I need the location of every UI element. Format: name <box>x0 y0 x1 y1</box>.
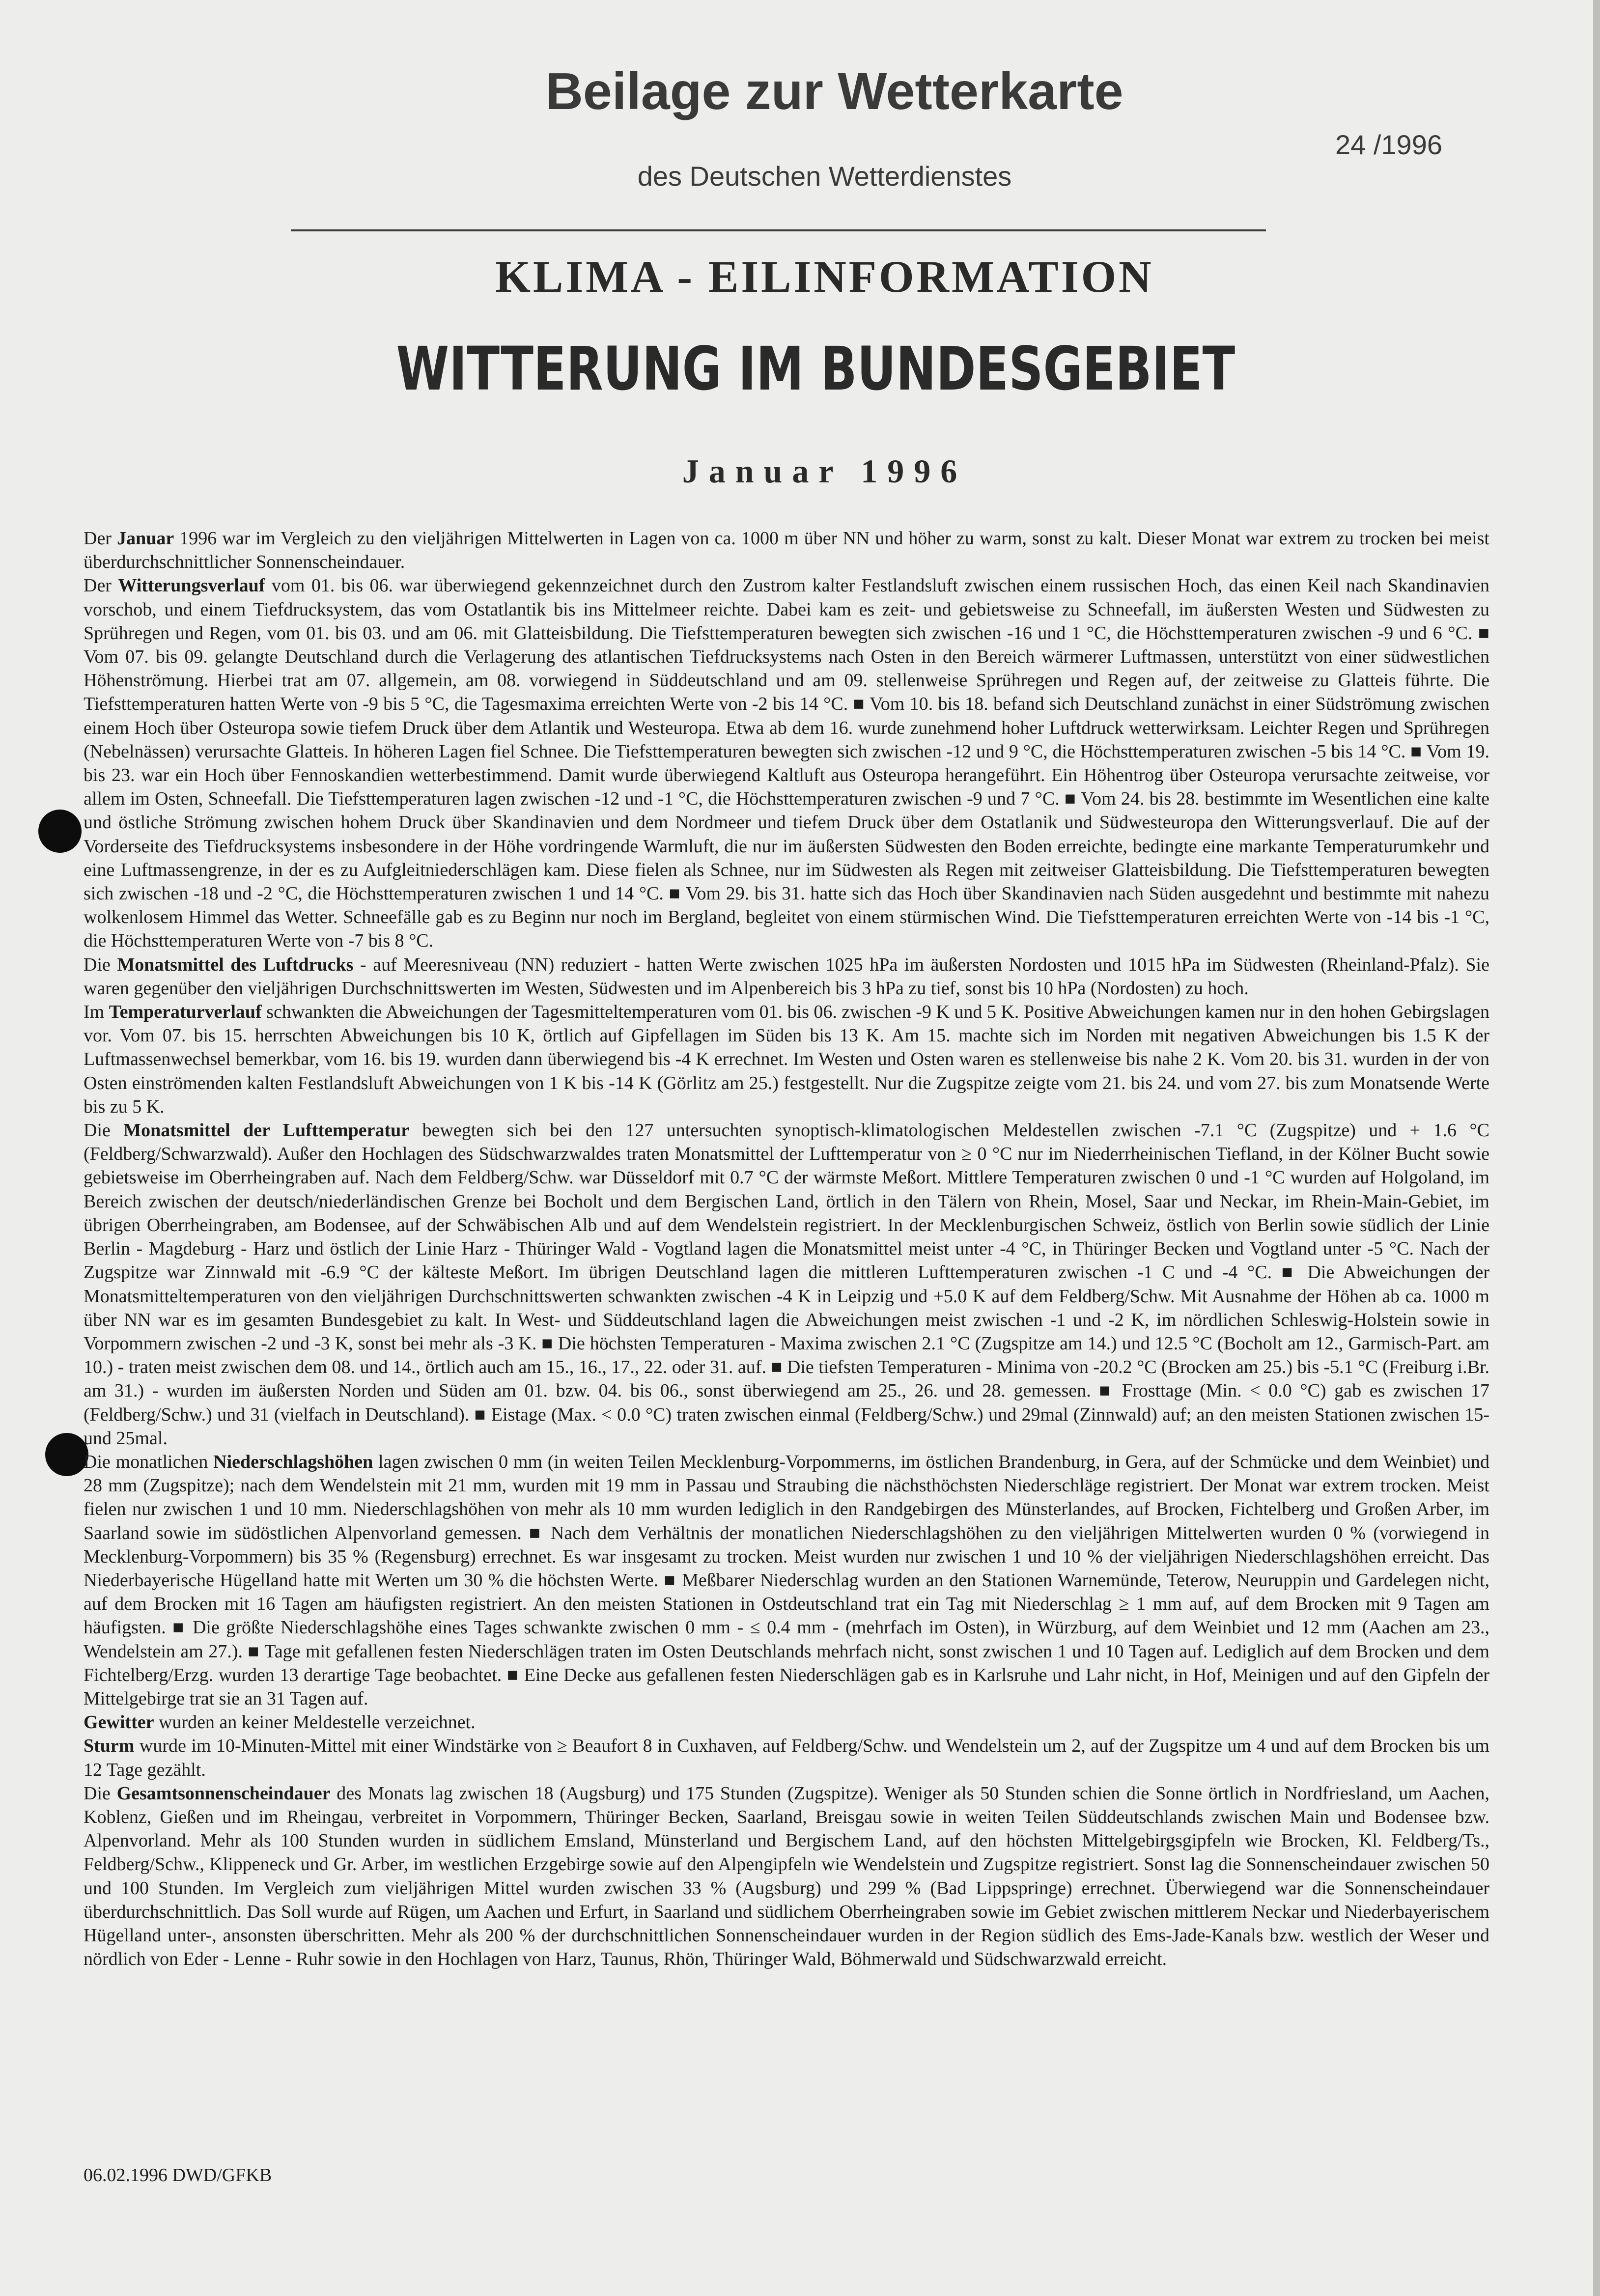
paragraph-keyword: Gesamtsonnenscheindauer <box>116 1783 331 1804</box>
footer-date-source: 06.02.1996 DWD/GFKB <box>84 2165 272 2185</box>
witterung-heading: WITTERUNG IM BUNDESGEBIET <box>396 334 1235 404</box>
paragraph-air-temperature <box>84 1119 1489 1450</box>
report-body <box>84 527 1489 1971</box>
paragraph-text: 1996 war im Vergleich zu den vieljährigen Mittelwerten in Lagen von ca. 1000 m über NN und höher zu warm, sonst zu kalt. Dieser Monat war extrem zu trocken bei meist überdurchschnittlicher Sonnenscheindauer. <box>84 528 1489 573</box>
paragraph-lead: Der <box>84 575 118 596</box>
paragraph-keyword: Niederschlagshöhen <box>213 1451 373 1472</box>
paragraph-keyword: Januar <box>117 528 174 549</box>
supplement-title: Beilage zur Wetterkarte <box>545 62 1123 120</box>
paragraph-text: bewegten sich bei den 127 untersuchten synoptisch-klimatologischen Meldestellen zwischen -7.1 °C (Zugspitze) und + 1.6 °C (Feldberg/Schwarzwald). Außer den Hochlagen des Südschwarzwaldes traten Monatsmittel der Lufttemperatur von ≥ 0 °C nur im Niederrheinischen Tiefland, in der Kölner Bucht sowie gebietsweise im Oberrheingraben auf. Nach dem Feldberg/Schw. war Düsseldorf mit 0.7 °C der wärmste Meßort. Mittlere Temperaturen zwischen 0 und -1 °C wurden auf Holgoland, im Bereich zwischen der deutsch/niederländischen Grenze bei Bocholt und dem Bergischen Land, örtlich in den Tälern von Rhein, Mosel, Saar und Neckar, im Rhein-Main-Gebiet, im übrigen Oberrheingraben, am Bodensee, auf der Schwäbischen Alb und auf dem Wendelstein registriert. In der Mecklenburgischen Schweiz, östlich von Berlin sowie südlich der Linie Berlin - Magdeburg - Harz und östlich der Linie Harz - Thüringer Wald - Vogtland lagen die Monatsmittel meist unter -4 °C, in Thüringer Becken und Vogtland unter -5 °C. Nach der Zugspitze war Zinnwald mit -6.9 °C der kälteste Meßort. Im übrigen Deutschland lagen die mittleren Lufttemperaturen zwischen -1 C und -4 °C. ■ Die Abweichungen der Monatsmitteltemperaturen von den vieljährigen Durchschnittswerten schwankten zwischen -4 K in Leipzig und +5.0 K auf dem Feldberg/Schw. Mit Ausnahme der Höhen ab ca. 1000 m über NN war es im gesamten Bundesgebiet zu kalt. In West- und Süddeutschland lagen die Abweichungen meist zwischen -1 und -2 K, im nördlichen Schleswig-Holstein sowie in Vorpommern zwischen -2 und -3 K, sonst bei mehr als -3 K. ■ Die höchsten Temperaturen - Maxima zwischen 2.1 °C (Zugspitze am 14.) und 12.5 °C (Bocholt am 12., Garmisch-Part. am 10.) - traten meist zwischen dem 08. und 14., örtlich auch am 15., 16., 17., 22. oder 31. auf. ■ Die tiefsten Temperaturen - Minima von -20.2 °C (Brocken am 25.) bis -5.1 °C (Freiburg i.Br. am 31.) - wurden im äußersten Norden und Süden am 01. bzw. 04. bis 06., sonst überwiegend am 25., 26. und 28. gemessen. ■ Frosttage (Min. < 0.0 °C) gab es zwischen 17 (Feldberg/Schw.) und 31 (vielfach in Deutschland). ■ Eistage (Max. < 0.0 °C) traten zwischen einmal (Feldberg/Schw.) und 29mal (Zinnwald) auf; an den meisten Stationen zwischen 15- und 25mal. <box>84 1120 1489 1449</box>
publisher-subtitle: des Deutschen Wetterdienstes <box>637 161 1012 192</box>
paragraph-overview <box>84 527 1489 574</box>
paragraph-weather-course <box>84 574 1489 952</box>
paragraph-precipitation <box>84 1450 1489 1710</box>
header-divider <box>291 229 1266 231</box>
paragraph-sunshine <box>84 1782 1489 1971</box>
paragraph-text: vom 01. bis 06. war überwiegend gekennzeichnet durch den Zustrom kalter Festlandsluft zwischen einem russischen Hoch, das einen Keil nach Skandinavien vorschob, und einem Tiefdrucksystem, das vom Ostatlantik bis ins Mittelmeer reichte. Dabei kam es zeit- und gebietsweise zu Schneefall, im äußersten Westen und Südwesten zu Sprühregen und Regen, vom 01. bis 03. und am 06. mit Glatteisbildung. Die Tiefsttemperaturen bewegten sich zwischen -16 und 1 °C, die Höchsttemperaturen zwischen -9 und 6 °C. ■ Vom 07. bis 09. gelangte Deutschland durch die Verlagerung des atlantischen Tiefdrucksystems nach Osten in den Bereich wärmerer Luftmassen, unterstützt von einer südwestlichen Höhenströmung. Hierbei trat am 07. allgemein, am 08. vorwiegend in Süddeutschland und am 09. stellenweise Sprühregen und Regen auf, der zeitweise zu Glatteis führte. Die Tiefsttemperaturen hatten Werte von -9 bis 5 °C, die Tagesmaxima erreichten Werte von -2 bis 14 °C. ■ Vom 10. bis 18. befand sich Deutschland zunächst in einer Südströmung zwischen einem Hoch über Osteuropa sowie tiefem Druck über dem Atlantik und Westeuropa. Etwa ab dem 16. wurde zunehmend hoher Luftdruck wetterwirksam. Leichter Regen und Sprühregen (Nebelnässen) verursachte Glatteis. In höheren Lagen fiel Schnee. Die Tiefsttemperaturen bewegten sich zwischen -12 und 9 °C, die Höchsttemperaturen zwischen -5 bis 14 °C. ■ Vom 19. bis 23. war ein Hoch über Fennoskandien wetterbestimmend. Damit wurde überwiegend Kaltluft aus Osteuropa herangeführt. Ein Höhentrog über Osteuropa verursachte zeitweise, vor allem im Osten, Schneefall. Die Tiefsttemperaturen lagen zwischen -12 und -1 °C, die Höchsttemperaturen zwischen -9 und 7 °C. ■ Vom 24. bis 28. bestimmte im Wesentlichen eine kalte und östliche Strömung zwischen hohem Druck über Skandinavien und dem Nordmeer und tiefem Druck über dem Ostatlanik und Südwesteuropa den Witterungsverlauf. Die auf der Vorderseite des Tiefdrucksystems insbesondere in der Höhe vordringende Warmluft, die nur im äußersten Südwesten den Boden erreichte, bedingte eine markante Temperaturumkehr und eine Luftmassengrenze, in der es zu Aufgleitniederschlägen kam. Diese fielen als Schnee, nur im Südwesten als Regen mit zeitweiser Glatteisbildung. Die Tiefsttemperaturen bewegten sich zwischen -18 und -2 °C, die Höchsttemperaturen zwischen 1 und 14 °C. ■ Vom 29. bis 31. hatte sich das Hoch über Skandinavien nach Süden ausgedehnt und bestimmte mit nahezu wolkenlosem Himmel das Wetter. Schneefälle gab es zu Beginn nur noch im Bergland, begleitet von einem stürmischen Wind. Die Tiefsttemperaturen erreichten Werte von -14 bis -1 °C, die Höchsttemperaturen Werte von -7 bis 8 °C. <box>84 575 1489 952</box>
paragraph-lead: Die <box>84 954 117 975</box>
klima-heading: KLIMA - EILINFORMATION <box>495 252 1154 302</box>
paragraph-storm <box>84 1734 1489 1781</box>
paragraph-lead: Die <box>84 1783 117 1804</box>
paragraph-keyword: Gewitter <box>84 1712 154 1733</box>
paragraph-keyword: Witterungsverlauf <box>118 575 265 596</box>
paragraph-lead: Im <box>84 1002 109 1023</box>
paragraph-thunderstorms <box>84 1710 1489 1734</box>
paragraph-temperature-course <box>84 1000 1489 1119</box>
punch-hole-top <box>38 810 82 853</box>
paragraph-text: lagen zwischen 0 mm (in weiten Teilen Mecklenburg-Vorpommerns, im östlichen Brandenburg, in Gera, auf der Schmücke und dem Weinbiet) und 28 mm (Zugspitze); nach dem Wendelstein mit 21 mm, wurden mit 19 mm in Passau und Straubing die nächsthöchsten Niederschläge registriert. Der Monat war extrem trocken. Meist fielen nur zwischen 1 und 10 mm. Niederschlagshöhen von mehr als 10 mm wurden lediglich in den Randgebirgen des Münsterlandes, auf Brocken, Fichtelberg und Großen Arber, im Saarland sowie im südöstlichen Alpenvorland gemessen. ■ Nach dem Verhältnis der monatlichen Niederschlagshöhen zu den vieljährigen Mittelwerten wurden 0 % (vorwiegend in Mecklenburg-Vorpommern) bis 35 % (Regensburg) errechnet. Es war insgesamt zu trocken. Meist wurden nur zwischen 1 und 10 % der vieljährigen Niederschlagshöhen erreicht. Das Niederbayerische Hügelland hatte mit Werten um 30 % die höchsten Werte. ■ Meßbarer Niederschlag wurden an den Stationen Warnemünde, Teterow, Neuruppin und Gardelegen nicht, auf dem Brocken mit 16 Tagen am häufigsten registriert. An den meisten Stationen in Ostdeutschland trat ein Tag mit Niederschlag ≥ 1 mm auf, auf dem Brocken mit 9 Tagen am häufigsten. ■ Die größte Niederschlagshöhe eines Tages schwankte zwischen 0 mm - ≤ 0.4 mm - (mehrfach im Osten), in Würzburg, auf dem Weinbiet und 12 mm (Aachen am 23., Wendelstein am 27.). ■ Tage mit gefallenen festen Niederschlägen traten im Osten Deutschlands mehrfach nicht, sonst zwischen 1 und 10 Tagen auf. Lediglich auf dem Brocken und dem Fichtelberg/Erzg. wurden 13 derartige Tage beobachtet. ■ Eine Decke aus gefallenen festen Niederschlägen gab es in Karlsruhe und Lahr nicht, in Hof, Meinigen und auf den Gipfeln der Mittelgebirge trat sie an 31 Tagen auf. <box>84 1451 1489 1709</box>
paragraph-keyword: Monatsmittel des Luftdrucks <box>117 954 354 975</box>
paragraph-keyword: Monatsmittel der Lufttemperatur <box>123 1120 410 1141</box>
punch-hole-bottom <box>45 1433 88 1476</box>
paragraph-lead: Die <box>84 1120 124 1141</box>
issue-number: 24 /1996 <box>1335 129 1442 160</box>
paragraph-text: - auf Meeresniveau (NN) reduziert - hatten Werte zwischen 1025 hPa im äußersten Nordosten und 1015 hPa im Südwesten (Rheinland-Pfalz). Sie waren gegenüber den vieljährigen Durchschnittswerten im Westen, Südwesten und im Alpenbereich bis 3 hPa zu tief, sonst bis 10 hPa (Nordosten) zu hoch. <box>84 954 1489 999</box>
paragraph-keyword: Temperaturverlauf <box>109 1002 262 1023</box>
paragraph-lead: Die monatlichen <box>84 1451 214 1472</box>
paragraph-air-pressure <box>84 953 1489 1000</box>
paragraph-lead: Der <box>84 528 117 549</box>
paragraph-text: des Monats lag zwischen 18 (Augsburg) und 175 Stunden (Zugspitze). Weniger als 50 Stunden schien die Sonne örtlich in Nordfriesland, um Aachen, Koblenz, Gießen und im Rheingau, verbreitet in Vorpommern, Thüringer Becken, Saarland, Breisgau sowie in weiten Teilen Süddeutschlands zwischen Main und Bodensee bzw. Alpenvorland. Mehr als 100 Stunden wurden in südlichem Emsland, Münsterland und Bergischem Land, auf den höchsten Mittelgebirgsgipfeln wie Brocken, Kl. Feldberg/Ts., Feldberg/Schw., Klippeneck und Gr. Arber, im westlichen Erzgebirge sowie auf den Alpengipfeln wie Wendelstein und Zugspitze registriert. Sonst lag die Sonnenscheindauer zwischen 50 und 100 Stunden. Im Vergleich zum vieljährigen Mittel wurden zwischen 33 % (Augsburg) und 299 % (Bad Lippspringe) errechnet. Überwiegend war die Sonnenscheindauer überdurchschnittlich. Das Soll wurde auf Rügen, um Aachen und Erfurt, in Saarland und südlichem Oberrheingraben sowie im Gebiet zwischen mittlerem Neckar und Niederbayerischem Hügelland unter-, ansonsten überschritten. Mehr als 200 % der durchschnittlichen Sonnenscheindauer wurden in der Region südlich des Ems-Jade-Kanals bzw. westlich der Weser und nördlich von Eder - Lenne - Ruhr sowie in den Hochlagen von Harz, Taunus, Rhön, Thüringer Wald, Böhmerwald und Südschwarzwald erreicht. <box>84 1783 1489 1970</box>
paragraph-text: wurde im 10-Minuten-Mittel mit einer Windstärke von ≥ Beaufort 8 in Cuxhaven, auf Feldberg/Schw. und Wendelstein um 2, auf der Zugspitze um 4 und auf dem Brocken bis um 12 Tage gezählt. <box>84 1736 1489 1780</box>
page-edge <box>1593 0 1600 2296</box>
paragraph-keyword: Sturm <box>84 1736 135 1757</box>
month-heading: Januar 1996 <box>682 452 967 490</box>
paragraph-text: wurden an keiner Meldestelle verzeichnet. <box>154 1712 476 1733</box>
paragraph-text: schwankten die Abweichungen der Tagesmitteltemperaturen vom 01. bis 06. zwischen -9 K und 5 K. Positive Abweichungen kamen nur in den hohen Gebirgslagen vor. Vom 07. bis 15. herrschten Abweichungen bis 10 K, örtlich auf Gipfellagen im Süden bis 13 K. Am 15. machte sich im Norden mit negativen Abweichungen bis 1.5 K der Luftmassenwechsel bemerkbar, vom 16. bis 19. wurden dann überwiegend bis -4 K errechnet. Im Westen und Osten waren es stellenweise bis nahe 2 K. Vom 20. bis 31. wurden in der von Osten einströmenden kalten Festlandsluft Abweichungen von 1 K bis -14 K (Görlitz am 25.) festgestellt. Nur die Zugspitze zeigte vom 21. bis 24. und vom 27. bis zum Monatsende Werte bis zu 5 K. <box>84 1002 1489 1117</box>
